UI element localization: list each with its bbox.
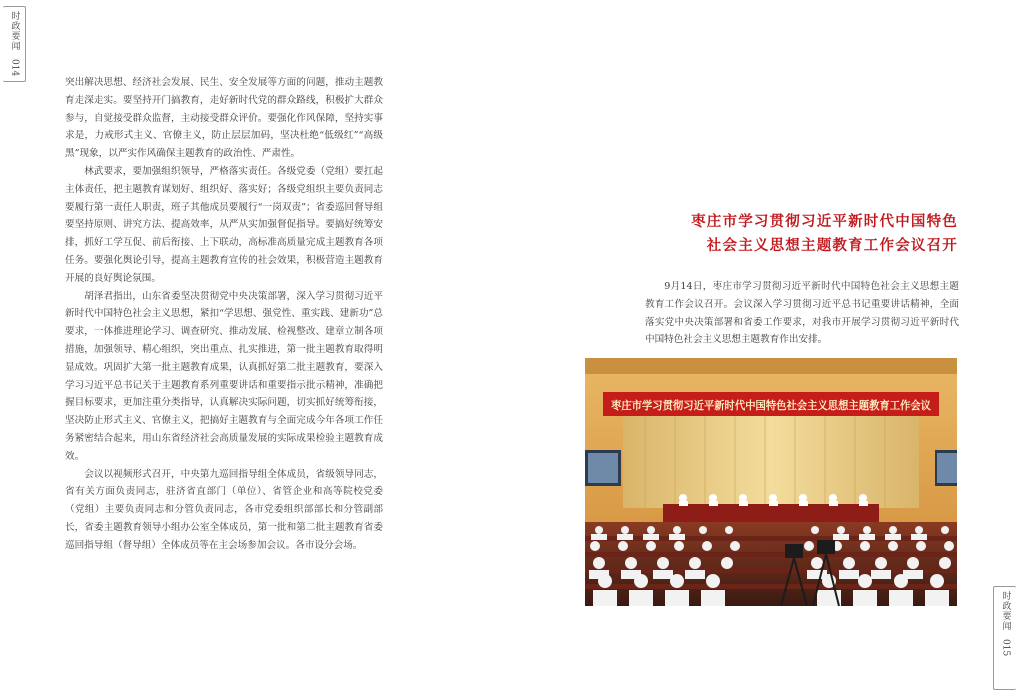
right-text-column bbox=[645, 278, 959, 349]
paragraph: 胡泽君指出，山东省委坚决贯彻党中央决策部署，深入学习贯彻习近平新时代中国特色社会主义思想，紧扣“学思想、强党性、重实践、建新功”总要求，一体推进理论学习、调查研究、推动发展、检视整改、建章立制各项措施，加强领导、精心组织，突出重点、扎实推进，第一批主题教育取得明显成效。巩固扩大第一批主题教育成果，认真抓好第二批主题教育，要深入学习习近平总书记关于主题教育系列重要讲话和重要指示批示精神，准确把握目标要求，更加注重分类指导，认真解决实际问题，切实抓好统筹衔接，坚决防止形式主义、官僚主义，把搞好主题教育与全面完成今年各项工作任务紧密结合起来，用山东省经济社会高质量发展的实际成果检验主题教育成效。 bbox=[65, 290, 383, 462]
title-line: 枣庄市学习贯彻习近平新时代中国特色 bbox=[691, 214, 958, 230]
paragraph: 9月14日，枣庄市学习贯彻习近平新时代中国特色社会主义思想主题教育工作会议召开。会议深入学习贯彻习近平总书记重要讲话精神，全面落实党中央决策部署和省委工作要求，对我市开展学习贯彻习近平新时代中国特色社会主义思想主题教育作出安排。 bbox=[645, 281, 959, 346]
title-line: 社会主义思想主题教育工作会议召开 bbox=[706, 238, 958, 254]
section-tab-left bbox=[3, 6, 26, 82]
photo-banner-text: 枣庄市学习贯彻习近平新时代中国特色社会主义思想主题教育工作会议 bbox=[611, 399, 952, 412]
paragraph: 突出解决思想、经济社会发展、民生、安全发展等方面的问题，推动主题教育走深走实。要坚持开门搞教育，走好新时代党的群众路线，积极扩大群众参与，自觉接受群众监督，主动接受群众评价。要强化作风保障，坚持实事求是，力戒形式主义、官僚主义，防止层层加码，坚决杜绝“低级红”“高级黑”现象，以严实作风确保主题教育的政治性、严肃性。 bbox=[65, 77, 383, 160]
left-text-column bbox=[65, 74, 383, 555]
page-number: 015 bbox=[1000, 639, 1011, 657]
meeting-hall-illustration bbox=[585, 358, 957, 606]
meeting-photo bbox=[585, 358, 957, 606]
section-label: 时政要闻 bbox=[1000, 591, 1011, 631]
paragraph: 会议以视频形式召开，中央第九巡回指导组全体成员，省级领导同志，省有关方面负责同志，驻济省直部门（单位）、省管企业和高等院校党委（党组）主要负责同志和分管负责同志，各市党委组织部部长和分管副部长，省委主题教育领导小组办公室全体成员，第一批和第二批主题教育省委巡回指导组（督导组）全体成员等在主会场参加会议。各市设分会场。 bbox=[65, 468, 383, 551]
page-number: 014 bbox=[9, 59, 20, 77]
section-label: 时政要闻 bbox=[9, 11, 20, 51]
section-tab-right bbox=[993, 586, 1016, 690]
paragraph: 林武要求，要加强组织领导，严格落实责任。各级党委（党组）要扛起主体责任，把主题教育谋划好、组织好、落实好；各级党组织主要负责同志要履行第一责任人职责，班子其他成员要履行“一岗双责”；省委巡回督导组要坚持原则、讲究方法、提高效率，从严从实加强督促指导。要搞好统筹安排，抓好工学互促、前后衔接、上下联动，高标准高质量完成主题教育各项任务。要强化舆论引导，提高主题教育宣传的社会效果，积极营造主题教育开展的良好舆论氛围。 bbox=[65, 165, 383, 284]
article-title bbox=[590, 210, 958, 258]
